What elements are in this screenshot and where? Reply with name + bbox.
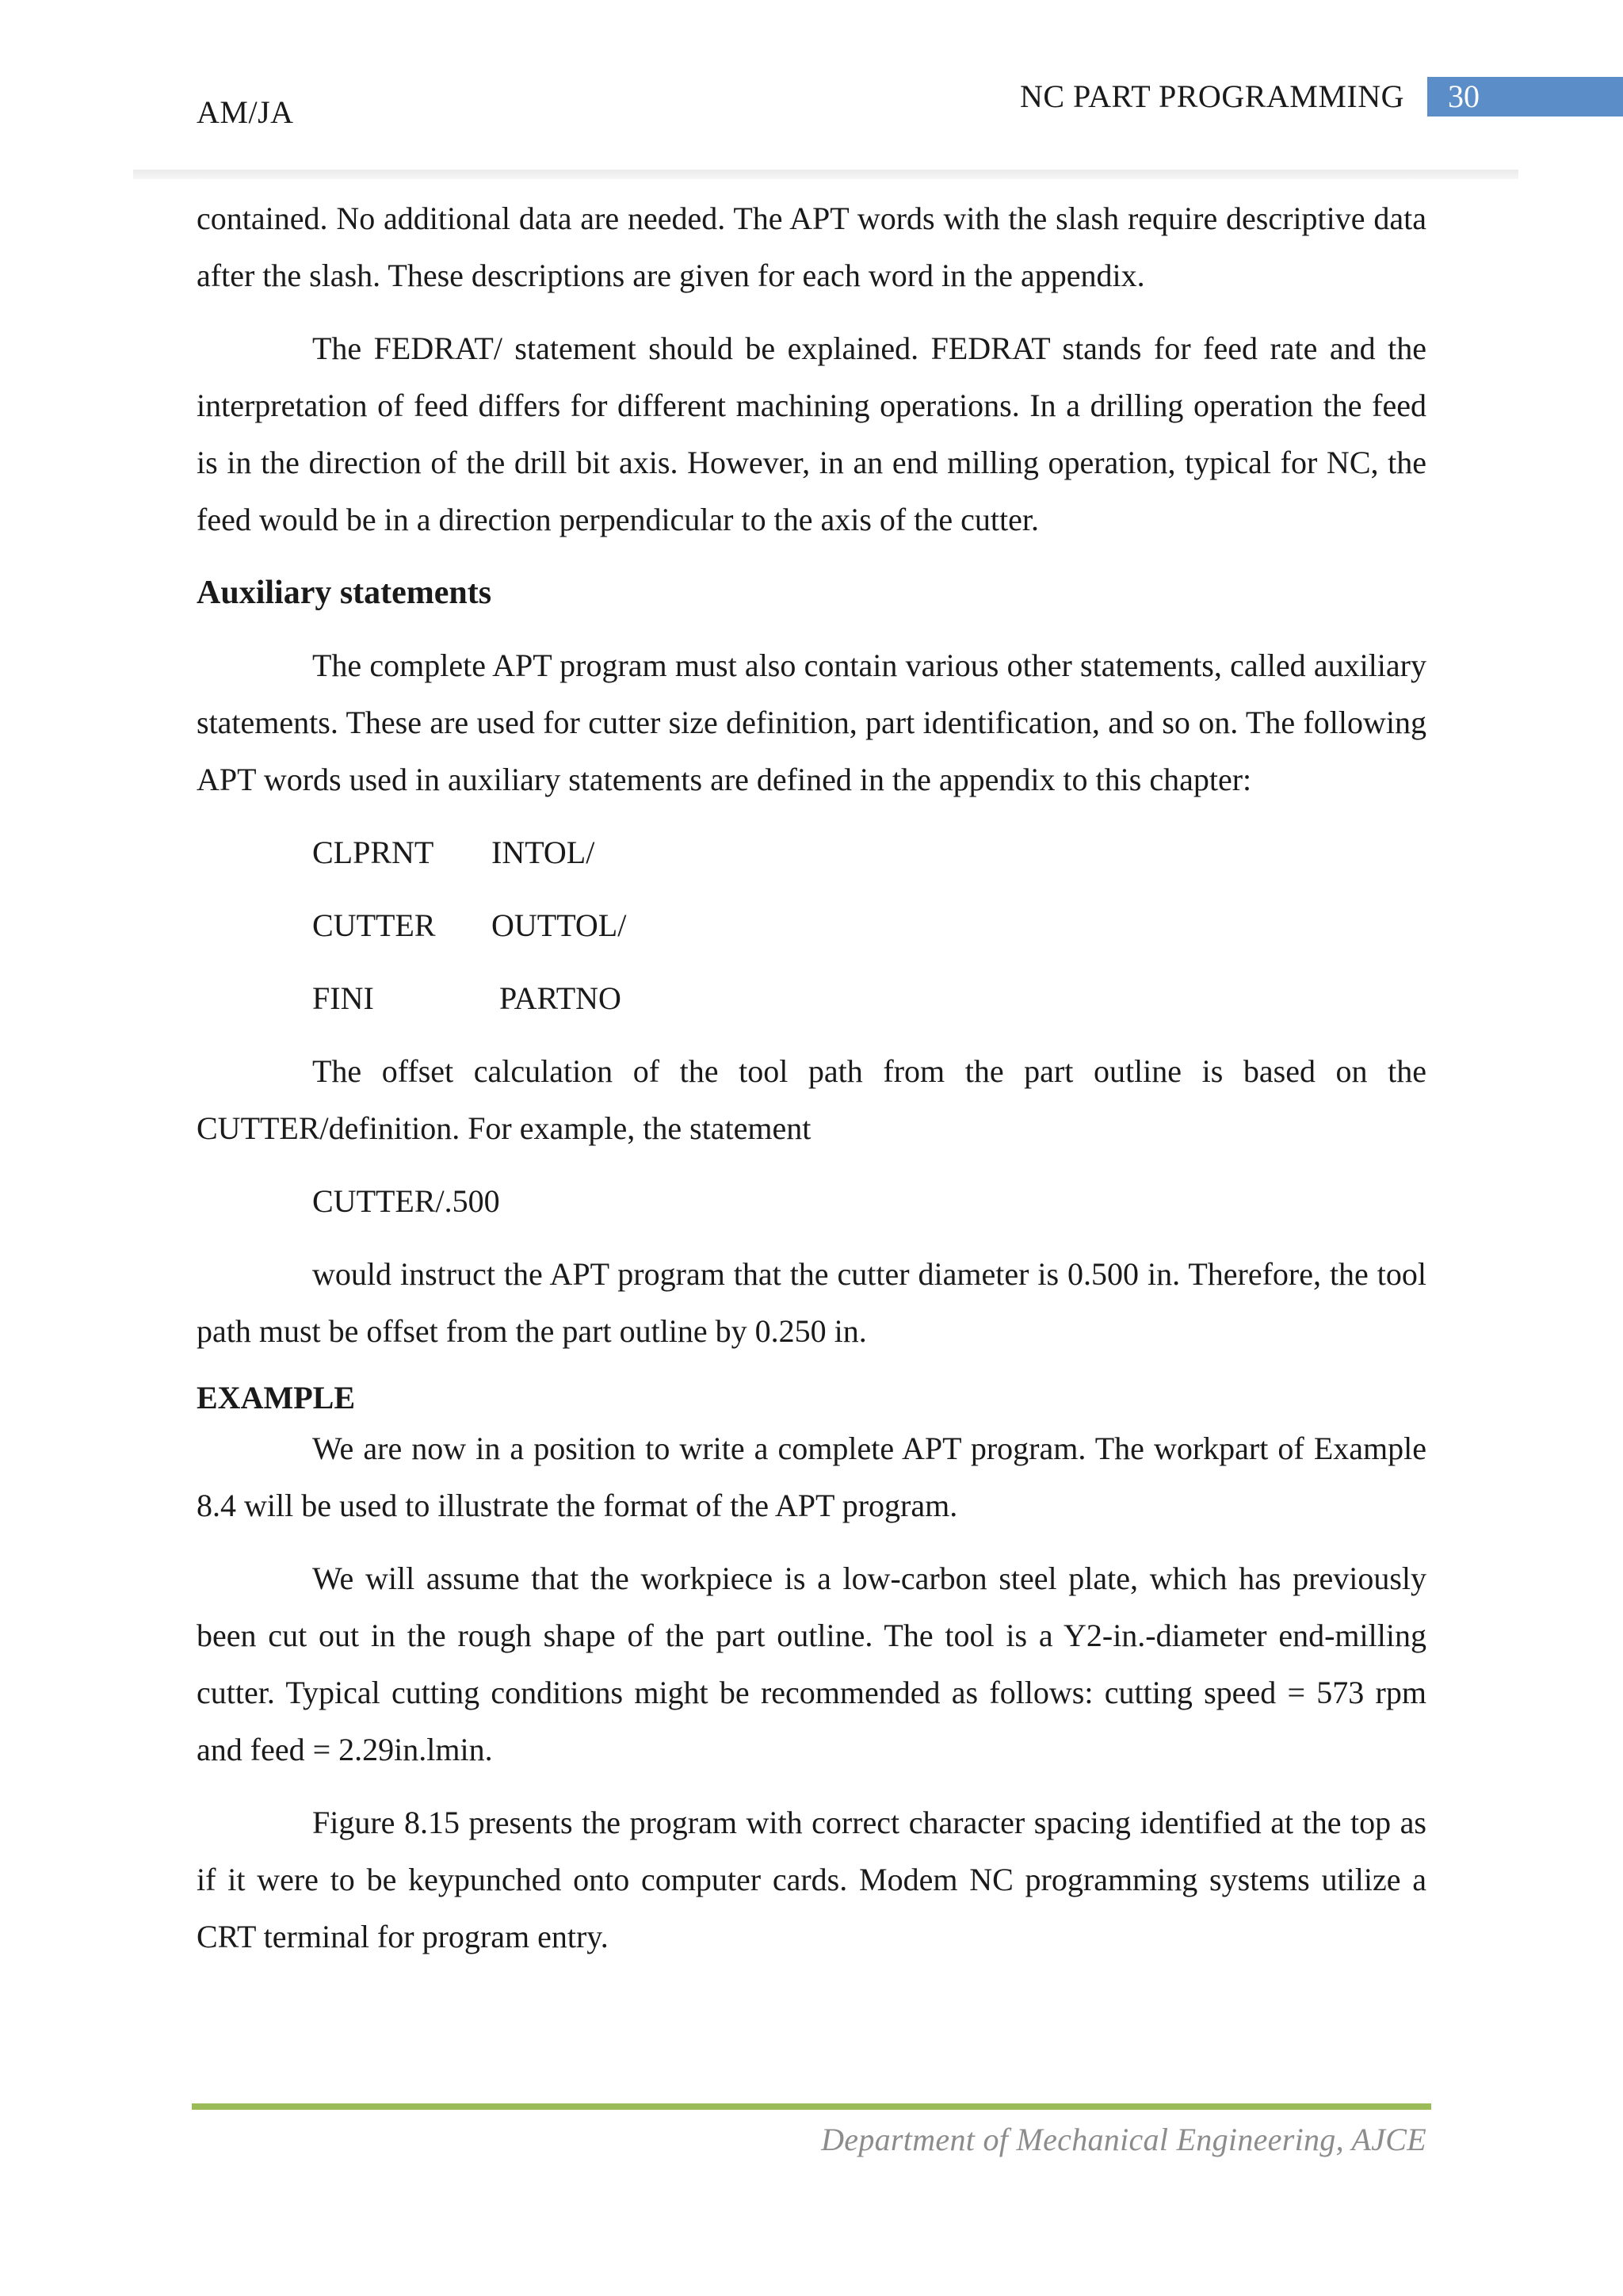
heading-auxiliary-statements: Auxiliary statements xyxy=(197,575,492,611)
heading-example: EXAMPLE xyxy=(197,1380,355,1415)
apt-word: INTOL/ xyxy=(491,835,595,870)
apt-word-row xyxy=(312,824,1426,881)
paragraph-offset: The offset calculation of the tool path from the part outline is based on the CUTTER/definition. For example, the statement xyxy=(197,1053,1426,1146)
paragraph-cutter-diameter: would instruct the APT program that the cutter diameter is 0.500 in. Therefore, the tool path must be offset from the part outline by 0.250 in. xyxy=(197,1256,1426,1349)
paragraph-continued: contained. No additional data are needed. The APT words with the slash require descriptive data after the slash. These descriptions are given for each word in the appendix. xyxy=(197,201,1426,293)
header-divider xyxy=(133,170,1518,179)
page-number-badge: 30 xyxy=(1427,77,1623,117)
page-body xyxy=(197,190,1426,1981)
apt-word-row xyxy=(312,897,1426,954)
header-author-initials: AM/JA xyxy=(197,94,294,130)
paragraph-example-intro: We are now in a position to write a complete APT program. The workpart of Example 8.4 will be used to illustrate the format of the APT program. xyxy=(197,1431,1426,1523)
paragraph-workpiece: We will assume that the workpiece is a low-carbon steel plate, which has previously been cut out in the rough shape of the part outline. The tool is a Y2-in.-diameter end-milling cutter. Typical cutting conditions might be recommended as follows: cutting speed = 573 rpm and feed = 2.29in.lmin. xyxy=(197,1561,1426,1767)
apt-word: PARTNO xyxy=(499,980,621,1016)
paragraph-auxiliary: The complete APT program must also contain various other statements, called auxiliary statements. These are used for cutter size definition, part identification, and so on. The following APT words used in auxiliary statements are defined in the appendix to this chapter: xyxy=(197,648,1426,797)
apt-word: FINI xyxy=(312,980,374,1016)
apt-word: CUTTER xyxy=(312,907,436,943)
apt-word-row xyxy=(312,970,1426,1027)
footer-department: Department of Mechanical Engineering, AJCE xyxy=(821,2122,1426,2157)
code-statement: CUTTER/.500 xyxy=(312,1183,500,1219)
apt-word: OUTTOL/ xyxy=(491,907,627,943)
paragraph-fedrat: The FEDRAT/ statement should be explained. FEDRAT stands for feed rate and the interpretation of feed differs for different machining operations. In a drilling operation the feed is in the direction of the drill bit axis. However, in an end milling operation, typical for NC, the feed would be in a direction perpendicular to the axis of the cutter. xyxy=(197,330,1426,537)
paragraph-figure: Figure 8.15 presents the program with correct character spacing identified at the top as if it were to be keypunched onto computer cards. Modem NC programming systems utilize a CRT terminal for program entry. xyxy=(197,1805,1426,1954)
header-chapter-title: NC PART PROGRAMMING xyxy=(1019,78,1404,114)
footer-divider xyxy=(192,2103,1431,2110)
apt-word: CLPRNT xyxy=(312,835,434,870)
